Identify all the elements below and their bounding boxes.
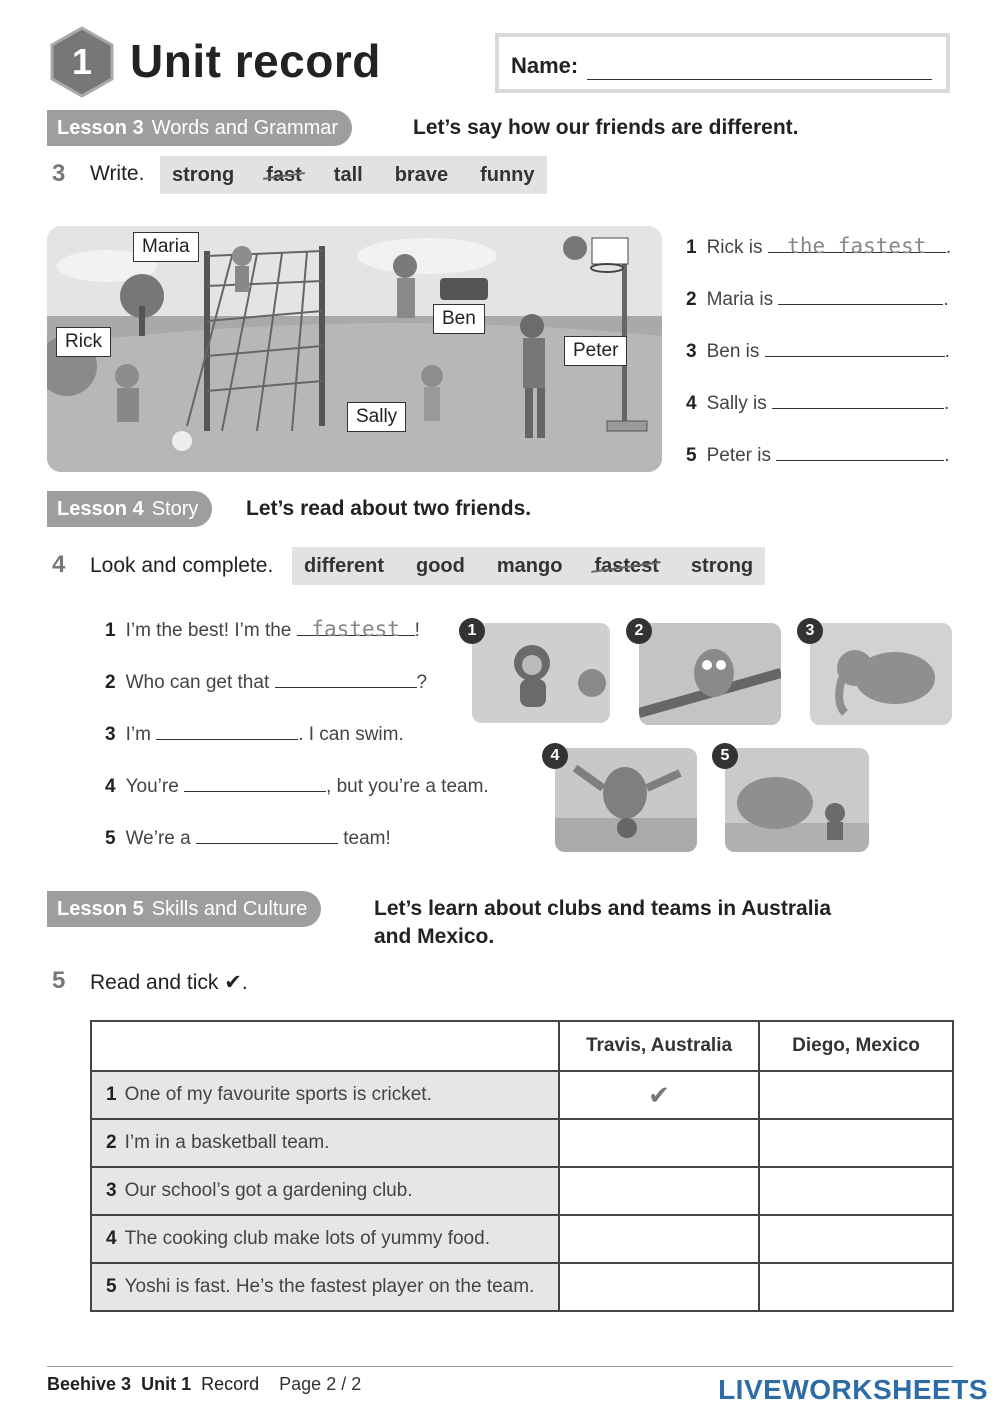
- ex4-answer-4[interactable]: [184, 773, 326, 792]
- picture-number-3: 3: [797, 618, 823, 644]
- story-picture-owl: [639, 623, 781, 725]
- ex3-sentence-number: 2: [686, 289, 697, 310]
- word-bank-item: strong: [172, 163, 235, 186]
- lesson5-topic: Skills and Culture: [151, 898, 308, 920]
- playground-illustration: [47, 226, 662, 472]
- table-row: [91, 1263, 953, 1311]
- statement-cell: 1 One of my favourite sports is cricket.: [91, 1071, 559, 1119]
- ex3-answer-2[interactable]: [778, 286, 943, 305]
- tick-table: [90, 1020, 954, 1312]
- lesson5-number: Lesson 5: [57, 898, 144, 920]
- word-bank-item: strong: [690, 554, 754, 577]
- statement-cell: 3 Our school’s got a gardening club.: [91, 1167, 559, 1215]
- exercise4-number: 4: [52, 551, 66, 578]
- table-row: [91, 1167, 953, 1215]
- lesson5-pill: [47, 891, 321, 927]
- story-picture-owl-mango: [555, 748, 697, 852]
- ex4-answer-1[interactable]: fastest: [297, 617, 415, 636]
- ex3-sentence-number: 4: [686, 393, 697, 414]
- tick-cell-diego[interactable]: [759, 1119, 953, 1167]
- word-bank-item: good: [416, 554, 465, 577]
- scene-label-rick: Rick: [56, 327, 111, 357]
- ex4-answer-3[interactable]: [156, 721, 298, 740]
- ex4-sentence-2: 2 Who can get that ?: [105, 669, 427, 694]
- liveworksheets-logo[interactable]: [718, 1374, 988, 1406]
- ex3-sentence-text: Ben is: [706, 341, 760, 362]
- tick-cell-diego[interactable]: [759, 1215, 953, 1263]
- scene-label-ben: Ben: [433, 304, 485, 334]
- table-row: [91, 1119, 953, 1167]
- lesson4-lead: Let’s read about two friends.: [246, 497, 532, 520]
- scene-label-sally: Sally: [347, 402, 406, 432]
- ex4-answer-5[interactable]: [196, 825, 338, 844]
- story-picture-elephant: [810, 623, 952, 725]
- footer-page: Page 2 / 2: [279, 1374, 362, 1394]
- table-row: [91, 1215, 953, 1263]
- tick-table-header: [91, 1021, 953, 1071]
- word-bank-item-used: fast: [266, 163, 302, 186]
- name-label: Name:: [511, 53, 579, 78]
- ex3-answer-4[interactable]: [772, 390, 944, 409]
- tick-cell-diego[interactable]: [759, 1167, 953, 1215]
- word-bank-item-used: fastest: [594, 554, 659, 577]
- ex3-sentence-number: 5: [686, 445, 697, 466]
- lesson5-lead-line1: Let’s learn about clubs and teams in Australia: [374, 897, 832, 920]
- lesson3-number: Lesson 3: [57, 117, 144, 139]
- ex3-sentence-text: Peter is: [706, 445, 771, 466]
- exercise4-word-bank: [292, 547, 765, 585]
- lesson3-topic: Words and Grammar: [151, 117, 339, 139]
- scene-label-maria: Maria: [133, 232, 199, 262]
- column-header-travis: Travis, Australia: [559, 1021, 759, 1071]
- lesson4-number: Lesson 4: [57, 498, 144, 520]
- ex3-sentence-number: 1: [686, 237, 697, 258]
- statement-cell: 4 The cooking club make lots of yummy food.: [91, 1215, 559, 1263]
- ex4-sentence-5: 5 We’re a team!: [105, 825, 391, 850]
- exercise3-number: 3: [52, 160, 66, 187]
- lesson4-pill: [47, 491, 212, 527]
- exercise5-number: 5: [52, 967, 66, 994]
- ex3-sentence-text: Sally is: [706, 393, 767, 414]
- footer-divider: [47, 1366, 953, 1367]
- column-header-diego: Diego, Mexico: [759, 1021, 953, 1071]
- tick-cell-diego[interactable]: [759, 1071, 953, 1119]
- ex3-sentence-1: 1 Rick is the fastest .: [686, 234, 952, 258]
- ex3-sentence-5: 5 Peter is .: [686, 442, 950, 467]
- word-bank-item: tall: [333, 163, 363, 186]
- ex3-sentence-text: Rick is: [706, 237, 763, 258]
- lesson4-topic: Story: [151, 498, 199, 520]
- lesson3-pill: [47, 110, 352, 146]
- unit-number-badge: [48, 26, 116, 98]
- ex4-sentence-1: 1 I’m the best! I’m the fastest !: [105, 617, 420, 641]
- footer-book: Beehive 3: [47, 1374, 132, 1394]
- exercise3-word-bank: [160, 156, 547, 194]
- lesson5-lead-line2: and Mexico.: [374, 925, 495, 948]
- ex3-answer-5[interactable]: [776, 442, 944, 461]
- ex3-answer-1[interactable]: the fastest: [768, 234, 946, 253]
- word-bank-item: different: [304, 554, 384, 577]
- picture-number-4: 4: [542, 743, 568, 769]
- story-picture-elephant-monkey: [725, 748, 869, 852]
- tick-cell-travis[interactable]: [559, 1167, 759, 1215]
- exercise5-instruction: Read and tick ✔.: [90, 971, 248, 994]
- word-bank-item: mango: [496, 554, 563, 577]
- unit-number: 1: [71, 41, 93, 82]
- statement-cell: 2 I’m in a basketball team.: [91, 1119, 559, 1167]
- ex4-sentence-3: 3 I’m . I can swim.: [105, 721, 404, 746]
- word-bank-item: brave: [394, 163, 449, 186]
- scene-label-peter: Peter: [564, 336, 627, 366]
- story-picture-monkey: [472, 623, 610, 723]
- lesson3-lead: Let’s say how our friends are different.: [413, 116, 799, 139]
- ex4-sentence-4: 4 You’re , but you’re a team.: [105, 773, 489, 798]
- name-input[interactable]: [587, 79, 932, 80]
- tick-cell-travis[interactable]: [559, 1263, 759, 1311]
- ex3-sentence-text: Maria is: [706, 289, 774, 310]
- ex3-sentence-3: 3 Ben is .: [686, 338, 950, 363]
- picture-number-2: 2: [626, 618, 652, 644]
- tick-cell-travis[interactable]: ✔: [559, 1071, 759, 1119]
- table-row: [91, 1071, 953, 1119]
- ex3-sentence-2: 2 Maria is .: [686, 286, 949, 311]
- word-bank-item: funny: [480, 163, 535, 186]
- ex3-sentence-number: 3: [686, 341, 697, 362]
- statement-cell: 5 Yoshi is fast. He’s the fastest player on the team.: [91, 1263, 559, 1311]
- ex3-answer-3[interactable]: [765, 338, 945, 357]
- footer: [47, 1374, 361, 1395]
- footer-unit: Unit 1: [141, 1374, 192, 1394]
- picture-number-5: 5: [712, 743, 738, 769]
- tick-cell-travis[interactable]: [559, 1119, 759, 1167]
- brand-text: LIVEWORKSHEETS: [718, 1374, 988, 1405]
- exercise4-instruction: Look and complete.: [90, 554, 274, 577]
- ex4-answer-2[interactable]: [275, 669, 417, 688]
- tick-cell-diego[interactable]: [759, 1263, 953, 1311]
- page-title: Unit record: [130, 35, 381, 87]
- exercise3-instruction: Write.: [90, 162, 145, 185]
- picture-number-1: 1: [459, 618, 485, 644]
- column-header-statement: [91, 1021, 559, 1071]
- footer-section: Record: [201, 1374, 260, 1394]
- ex3-sentence-4: 4 Sally is .: [686, 390, 949, 415]
- tick-cell-travis[interactable]: [559, 1215, 759, 1263]
- name-box: [495, 33, 950, 93]
